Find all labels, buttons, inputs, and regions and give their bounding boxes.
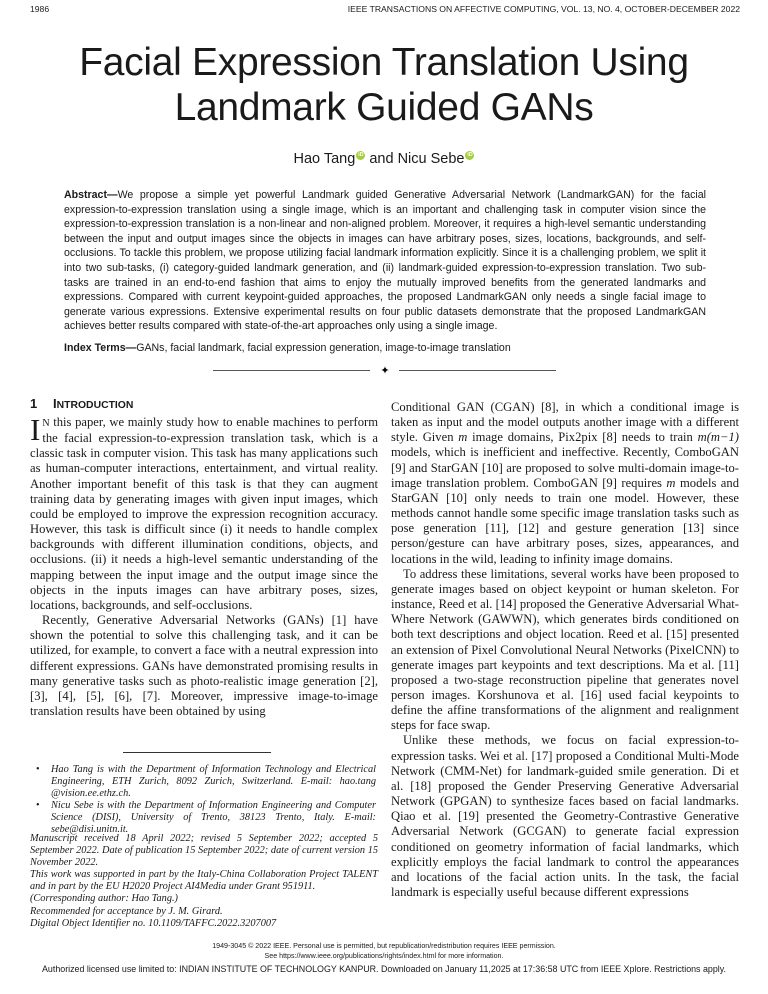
affiliation-text: Nicu Sebe is with the Department of Information Engineering and Computer Science (DISI), University of Trento, 38123 Trento, Italy. E-mail: sebe@disi.unitn.it. [51, 800, 376, 836]
body-paragraph: Recently, Generative Adversarial Networks (GANs) [1] have shown the potential to solve this challenging task, and it can be utilized, for example, to convert a face with a neutral expression into different expressions. GANs have demonstrated promising results in many generative tasks such as photo-realistic image generation [2], [3], [4], [5], [6], [7]. Moreover, impressive image-to-image translation results have been obtained by using [30, 613, 378, 718]
separator-rule-left [213, 370, 370, 371]
diamond-icon: ✦ [380, 365, 390, 377]
bullet: • [36, 764, 40, 775]
corresponding-author: (Corresponding author: Hao Tang.) [30, 893, 178, 905]
affiliation-text: Hao Tang is with the Department of Information Technology and Electrical Engineering, ETH Zurich, 8092 Zurich, Switzerland. E-mail: hao.tang @vision.ee.ethz.ch. [51, 764, 376, 800]
paragraph-text: image domains, Pix2pix [8] needs to train [467, 430, 698, 445]
index-terms-text: GANs, facial landmark, facial expression generation, image-to-image translation [136, 342, 511, 354]
right-column [391, 400, 739, 900]
abstract-text: We propose a simple yet powerful Landmark guided Generative Adversarial Network (LandmarkGAN) for the facial expression-to-expression translation using a single image, which is an important and challenging task in computer vision since the expression-to-expression translation is a non-linear and non-aligned problem. Moreover, it requires a high-level semantic understanding between the input and output images since the objects in images can have arbitrary poses, sizes, locations, backgrounds, and self-occlusions. To tackle this problem, we propose utilizing facial landmark information explicitly. Since it is a challenging problem, we split it into two sub-tasks, (i) category-guided landmark generation, and (ii) landmark-guided expression-to-expression translation. Two sub-tasks are trained in an end-to-end fashion that aims to enjoy the mutually improved benefits from the generated landmarks and expressions. Compared with current keypoint-guided approaches, the proposed LandmarkGAN only needs a single facial image to generate various expressions. Extensive experimental results on four public datasets demonstrate that the proposed LandmarkGAN achieves better results compared with state-of-the-art approaches only using a single image. [64, 189, 706, 333]
math-m: m [458, 430, 468, 445]
author-list [0, 151, 768, 167]
copyright-notice [0, 941, 768, 961]
body-paragraph: To address these limitations, several works have been proposed to generate images based on object keypoint or human skeleton. For instance, Reed et al. [14] proposed the Generative Adversarial What-Where Network (GAWWN), which generates birds conditioned on both text descriptions and object location. Reed et al. [15] presented an extension of Pixel Convolutional Neural Networks (PixelCNN) to generate images part keypoints and text descriptions. Ma et al. [11] proposed a two-stage reconstruction pipeline that generates novel person images. Korshunova et al. [16] used facial keypoints to define the affine transformations of the alignment and realignment steps for face swap. [391, 566, 739, 733]
funding-note: This work was supported in part by the Italy-China Collaboration Project TALENT and in part by the EU H2020 Project AI4Media under Grant 951911. [30, 869, 378, 893]
bullet: • [36, 800, 40, 812]
index-terms-dash: — [125, 342, 137, 354]
abstract-label: Abstract [64, 189, 107, 201]
license-notice: Authorized licensed use limited to: INDIAN INSTITUTE OF TECHNOLOGY KANPUR. Downloaded on January 11,2025 at 17:36:58 UTC from IEEE Xplore. Restrictions apply. [42, 964, 726, 974]
author-name: Hao Tang [293, 151, 356, 167]
section-number: 1 [30, 396, 38, 411]
affiliation-item [36, 764, 376, 800]
index-terms-label: Index Terms [64, 342, 126, 354]
left-column [30, 395, 378, 719]
separator-rule-right [399, 370, 556, 371]
journal-name: IEEE TRANSACTIONS ON AFFECTIVE COMPUTING, VOL. 13, NO. 4, OCTOBER-DECEMBER 2022 [347, 4, 740, 14]
drop-cap: I [30, 412, 41, 447]
section-title-rest: NTRODUCTION [56, 400, 134, 411]
index-terms [64, 341, 706, 355]
running-head [30, 4, 740, 18]
paper-title [0, 40, 768, 130]
abstract-dash: — [106, 189, 118, 201]
section-heading [30, 395, 378, 412]
footnote-rule [123, 752, 271, 753]
paragraph-text: Conditional GAN (CGAN) [8], in which a conditional image is taken as input and the model outputs another image with a different style. Given [391, 400, 739, 445]
title-line-2: Landmark Guided GANs [174, 86, 594, 129]
math-m-m-minus-1: m(m−1) [697, 430, 739, 445]
math-m: m [666, 475, 676, 490]
doi[interactable]: Digital Object Identifier no. 10.1109/TAFFC.2022.3207007 [30, 917, 277, 929]
manuscript-info [30, 833, 378, 930]
body-paragraph [391, 400, 739, 567]
recommended-by: Recommended for acceptance by J. M. Girard. [30, 905, 223, 917]
author-affiliations [36, 764, 376, 837]
paragraph-text: models, which is inefficient and ineffective. Recently, ComboGAN [9] and StarGAN [10] are proposed to solve multi-domain image-to-image translation problem. ComboGAN [9] requires [391, 445, 739, 490]
author-name: Nicu Sebe [397, 151, 465, 167]
title-line-1: Facial Expression Translation Using [79, 41, 689, 84]
section-title-initial: I [53, 396, 57, 411]
author-conjunction: and [369, 151, 394, 167]
affiliation-item [36, 800, 376, 836]
copyright-line: 1949-3045 © 2022 IEEE. Personal use is permitted, but republication/redistribution requires IEEE permission. [212, 942, 556, 950]
paragraph-text: models and StarGAN [10] only needs to train one model. However, these methods cannot handle some specific image translation tasks such as pose generation [11], [12] and gesture generation [13] since person/gesture can have arbitrary poses, sizes, appearances, and locations in the wild, leading to infinity image domains. [391, 475, 739, 566]
drop-cap-continuation: N [42, 418, 50, 429]
orcid-icon[interactable]: iD [358, 152, 364, 158]
page-number: 1986 [30, 4, 50, 14]
orcid-icon[interactable]: iD [467, 152, 473, 158]
rights-link-line[interactable]: See https://www.ieee.org/publications/rights/index.html for more information. [264, 952, 504, 960]
body-paragraph: Unlike these methods, we focus on facial expression-to-expression tasks. Wei et al. [17] proposed a Conditional Multi-Mode Network (CMM-Net) for landmark-guided smile generation. Di et al. [18] proposed the Gender Preserving Generative Adversarial Network (GPGAN) to synthesize faces based on facial landmarks. Qiao et al. [19] presented the Geometry-Contrastive Generative Adversarial Network (GCGAN) to generate facial expression conditioned on geometry information of facial landmarks, which explicitly employs the facial landmark to control the appearances and locations of the facial action units. In the task, the facial landmark is especially useful because different expressions [391, 733, 739, 899]
body-paragraph [30, 412, 378, 613]
section-separator [213, 365, 556, 377]
paragraph-text: this paper, we mainly study how to enable machines to perform the facial expression-to-expression translation task, which is a classic task in computer vision. This task has many applications such as human-computer interactions, entertainment, and virtual reality. Another important benefit of this task is that they can augment training data by generating images with given input images, which could be employed to improve the expression recognition accuracy. However, this task is difficult since (i) it needs to handle complex backgrounds with different illumination conditions, objects, and occlusions. (ii) it needs a high-level semantic understanding of the mapping between the input image and the output image since the objects in the inputs images can have arbitrary poses, sizes, locations, backgrounds, and self-occlusions. [30, 415, 378, 612]
abstract [64, 188, 706, 334]
manuscript-dates: Manuscript received 18 April 2022; revised 5 September 2022; accepted 5 September 2022. Date of publication 15 September 2022; date of current version 15 November 2022. [30, 833, 378, 869]
